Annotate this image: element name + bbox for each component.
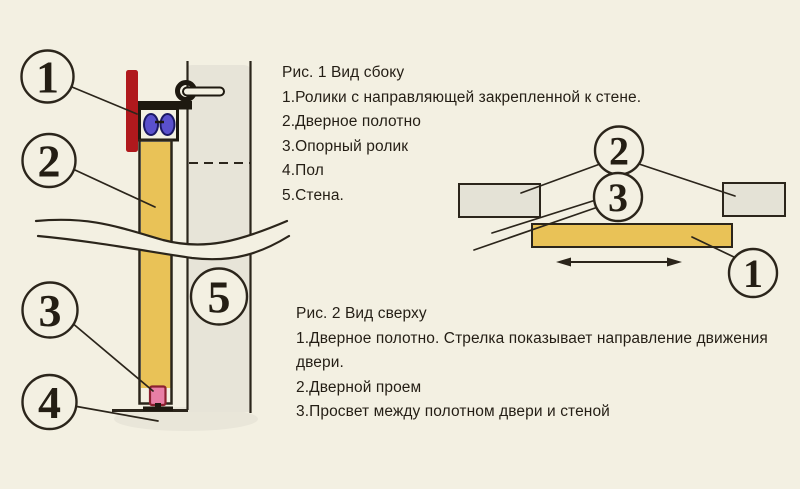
support-roller — [150, 387, 166, 406]
fig2-leader-2b — [639, 164, 735, 196]
support-bracket-base — [143, 407, 173, 412]
roller-left — [144, 114, 158, 135]
svg-text:1: 1 — [743, 251, 763, 296]
fig1-callout-3 — [23, 283, 78, 338]
fig1-caption-item: 4.Пол — [282, 162, 324, 180]
fig2-caption-title: Рис. 2 Вид сверху — [296, 305, 427, 322]
svg-text:3: 3 — [38, 285, 62, 336]
svg-text:2: 2 — [37, 135, 61, 187]
door-panel-top-view — [532, 224, 732, 247]
fig1-caption-item: 3.Опорный ролик — [282, 137, 409, 155]
fastener-pin — [183, 88, 224, 96]
fig2-callout-1 — [729, 249, 777, 297]
fig2-caption-line: 2.Дверной проем — [296, 378, 422, 396]
movement-arrow — [556, 258, 682, 267]
roller-right — [161, 114, 175, 135]
svg-text:5: 5 — [207, 271, 231, 323]
svg-text:1: 1 — [36, 51, 59, 103]
fig1-caption-title: Рис. 1 Вид сбоку — [282, 64, 405, 81]
fig1-caption-item: 5.Стена. — [282, 186, 344, 204]
svg-text:3: 3 — [608, 175, 628, 220]
fig2-caption-line: 1.Дверное полотно. Стрелка показывает направление движения — [296, 329, 768, 347]
fig1-callout-4 — [23, 375, 77, 429]
fig1-side-view — [22, 51, 290, 432]
fig1-callout-1 — [22, 51, 74, 103]
fig1-callout-2 — [23, 134, 76, 187]
svg-text:4: 4 — [38, 377, 61, 428]
fig1-caption-item: 1.Ролики с направляющей закрепленной к стене. — [282, 88, 642, 106]
svg-text:2: 2 — [609, 128, 629, 174]
fig2-caption-line: 3.Просвет между полотном двери и стеной — [296, 403, 610, 420]
doorway-right — [723, 183, 785, 216]
fig1-caption-item: 2.Дверное полотно — [282, 113, 421, 131]
fig2-caption-line: двери. — [296, 354, 344, 371]
fig2-caption — [296, 302, 768, 425]
fig1-caption — [282, 61, 641, 209]
fig1-callout-5 — [191, 269, 247, 325]
door-panel-fill — [141, 142, 171, 388]
